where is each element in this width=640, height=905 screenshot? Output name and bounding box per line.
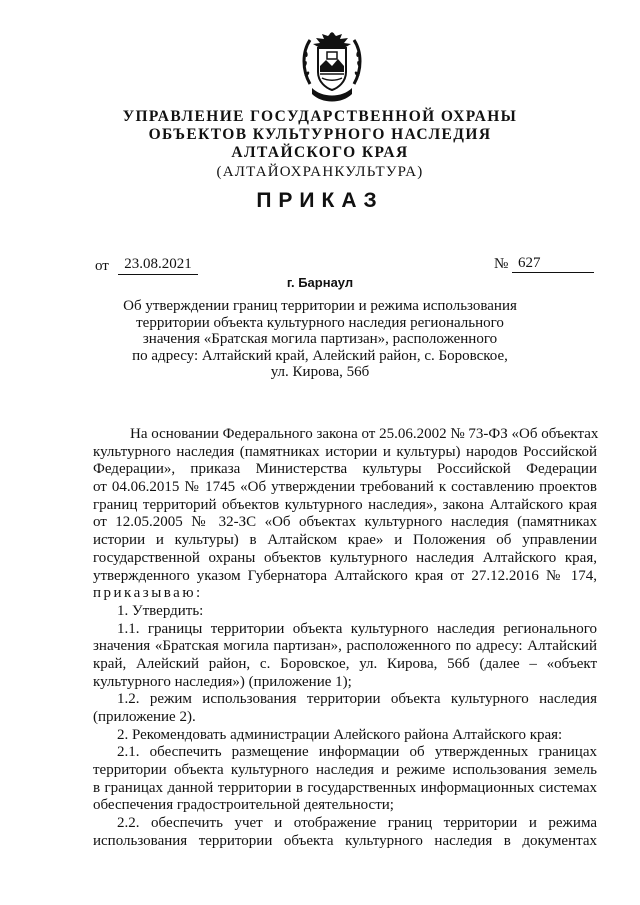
body-line: использования территории объекта культурного наследия в документах xyxy=(93,832,597,849)
body-line: 1.2. режим использования территории объекта культурного наследия xyxy=(117,691,597,708)
org-name-line3: АЛТАЙСКОГО КРАЯ xyxy=(231,144,409,161)
body-line: край, Алейский район, с. Боровское, ул. Кирова, 56б (далее – «объект xyxy=(93,655,597,672)
body-line: значения «Братская могила партизан», расположенного по адресу: Алтайский xyxy=(93,638,597,655)
document-type-title: ПРИКАЗ xyxy=(256,189,384,212)
body-line: утвержденного указом Губернатора Алтайского края от 27.12.2016 № 174, xyxy=(93,567,597,584)
number-prefix: № xyxy=(494,256,509,272)
body-line: 2.2. обеспечить учет и отображение границ территории и режима xyxy=(117,815,597,832)
document-body xyxy=(93,426,597,851)
body-line: (приложение 2). xyxy=(93,709,196,725)
body-line: территории объекта культурного наследия и режиме использования земель xyxy=(93,762,597,779)
body-line: от 04.06.2015 № 1745 «Об утверждении требований к составлению проектов xyxy=(93,479,597,496)
subject-line: Об утверждении границ территории и режима использования xyxy=(123,298,517,314)
body-line: государственной охраны объектов культурного наследия Алтайского края, xyxy=(93,549,597,566)
document-number: 627 xyxy=(512,255,594,273)
subject-line: по адресу: Алтайский край, Алейский район, с. Боровское, xyxy=(132,347,508,364)
body-line: от 12.05.2005 № 32-ЗС «Об объектах культурного наследия (памятниках xyxy=(93,514,597,531)
subject-line: ул. Кирова, 56б xyxy=(270,364,370,380)
document-subject xyxy=(90,298,550,381)
org-abbreviation: (АЛТАЙОХРАНКУЛЬТУРА) xyxy=(216,164,424,180)
body-line: обеспечения градостроительной деятельности; xyxy=(93,797,394,814)
body-line: 2. Рекомендовать администрации Алейского района Алтайского края: xyxy=(117,726,563,743)
body-line: истории и культуры) в Алтайском крае» и Положения об управлении xyxy=(93,532,597,549)
body-line: Федерации», приказа Министерства культуры Российской Федерации xyxy=(93,461,597,478)
subject-line: значения «Братская могила партизан», расположенного xyxy=(142,331,498,347)
body-line: культурного наследия») (приложение 1); xyxy=(93,673,352,690)
body-line: приказываю: xyxy=(93,585,203,602)
body-line: границ территорий объектов культурного наследия», закона Алтайского края xyxy=(93,496,597,513)
body-line: 2.1. обеспечить размещение информации об утвержденных границах xyxy=(117,744,597,761)
org-name-line1: УПРАВЛЕНИЕ ГОСУДАРСТВЕННОЙ ОХРАНЫ xyxy=(122,108,518,125)
body-line: культурного наследия (памятниках истории и культуры) народов Российской xyxy=(93,443,597,460)
body-line: 1.1. границы территории объекта культурного наследия регионального xyxy=(117,620,597,637)
coat-of-arms-icon xyxy=(300,26,364,106)
document-city: г. Барнаул xyxy=(286,275,354,290)
body-line: 1. Утвердить: xyxy=(117,602,204,619)
document-date: 23.08.2021 xyxy=(118,256,198,275)
date-prefix: от xyxy=(95,258,109,274)
subject-line: территории объекта культурного наследия регионального xyxy=(136,314,504,331)
org-name-line2: ОБЪЕКТОВ КУЛЬТУРНОГО НАСЛЕДИЯ xyxy=(148,126,492,143)
body-line: в границах данной территории в государственных информационных системах xyxy=(93,779,597,796)
body-line: На основании Федерального закона от 25.06.2002 № 73-ФЗ «Об объектах xyxy=(130,426,599,442)
